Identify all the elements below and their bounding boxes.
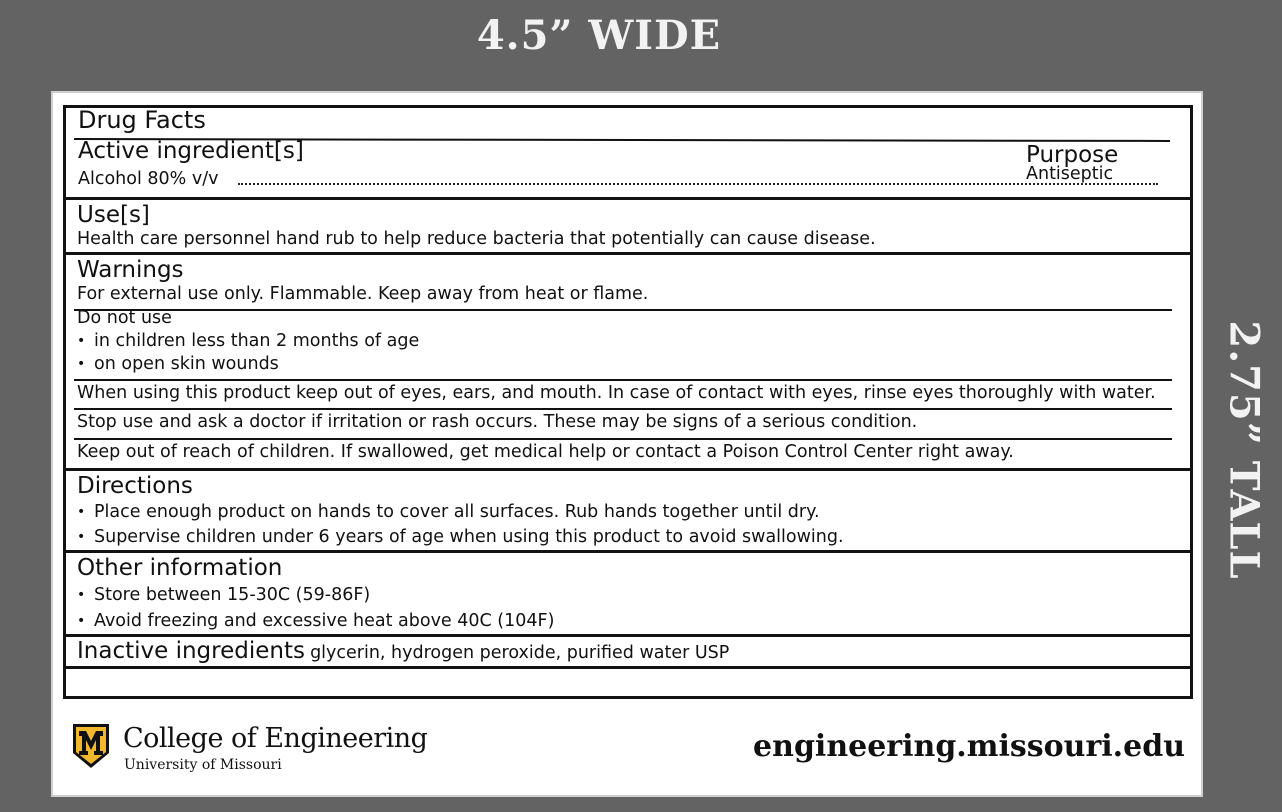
active-ingredient-heading: Active ingredient[s] xyxy=(78,138,304,164)
inactive-heading: Inactive ingredients xyxy=(77,638,305,664)
when-using: When using this product keep out of eyes, ears, and mouth. In case of contact with eyes, rinse eyes thoroughly with water. xyxy=(77,383,1156,403)
other-info-divider xyxy=(66,634,1190,637)
inactive-divider xyxy=(66,666,1190,669)
inactive-row xyxy=(77,638,729,664)
do-not-use-item: • in children less than 2 months of age xyxy=(94,331,419,351)
inactive-text: glycerin, hydrogen peroxide, purified water USP xyxy=(310,643,730,663)
other-info-item: • Store between 15-30C (59-86F) xyxy=(94,585,370,605)
warnings-divider xyxy=(66,468,1190,471)
warnings-external: For external use only. Flammable. Keep away from heat or flame. xyxy=(77,284,649,304)
directions-item: • Supervise children under 6 years of age when using this product to avoid swallowing. xyxy=(94,527,844,547)
warnings-divider-4 xyxy=(74,438,1172,440)
purpose-value: Antiseptic xyxy=(1026,164,1114,184)
width-dimension-label: 4.5” WIDE xyxy=(476,12,722,59)
directions-item: • Place enough product on hands to cover all surfaces. Rub hands together until dry. xyxy=(94,502,820,522)
uses-text: Health care personnel hand rub to help reduce bacteria that potentially can cause disease. xyxy=(77,229,876,249)
university-name: University of Missouri xyxy=(124,757,282,773)
warnings-divider-3 xyxy=(74,408,1172,410)
drug-facts-title: Drug Facts xyxy=(78,106,206,134)
do-not-use-item: • on open skin wounds xyxy=(94,354,279,374)
website-url: engineering.missouri.edu xyxy=(753,729,1185,764)
directions-divider xyxy=(66,550,1190,553)
drug-facts-panel xyxy=(63,105,1193,699)
height-dimension-label: 2.75” TALL xyxy=(1220,320,1268,580)
directions-heading: Directions xyxy=(77,473,193,499)
warnings-divider-2 xyxy=(74,379,1172,381)
leader-dots xyxy=(238,183,1158,185)
do-not-use: Do not use xyxy=(77,308,172,328)
purpose-heading: Purpose xyxy=(1026,142,1119,168)
uses-heading: Use[s] xyxy=(77,202,150,228)
stop-use: Stop use and ask a doctor if irritation or rash occurs. These may be signs of a serious condition. xyxy=(77,412,918,432)
warnings-heading: Warnings xyxy=(77,257,184,283)
college-name: College of Engineering xyxy=(123,723,428,754)
other-info-item: • Avoid freezing and excessive heat above 40C (104F) xyxy=(94,611,554,631)
active-ingredient-value: Alcohol 80% v/v xyxy=(78,169,219,189)
warnings-divider-1 xyxy=(74,309,1172,311)
active-divider xyxy=(66,197,1190,200)
other-info-heading: Other information xyxy=(77,555,283,581)
uses-divider xyxy=(66,252,1190,255)
label-card xyxy=(51,91,1203,797)
keep-out: Keep out of reach of children. If swallowed, get medical help or contact a Poison Control Center right away. xyxy=(77,442,1014,462)
mizzou-tiger-m-icon xyxy=(72,723,110,773)
